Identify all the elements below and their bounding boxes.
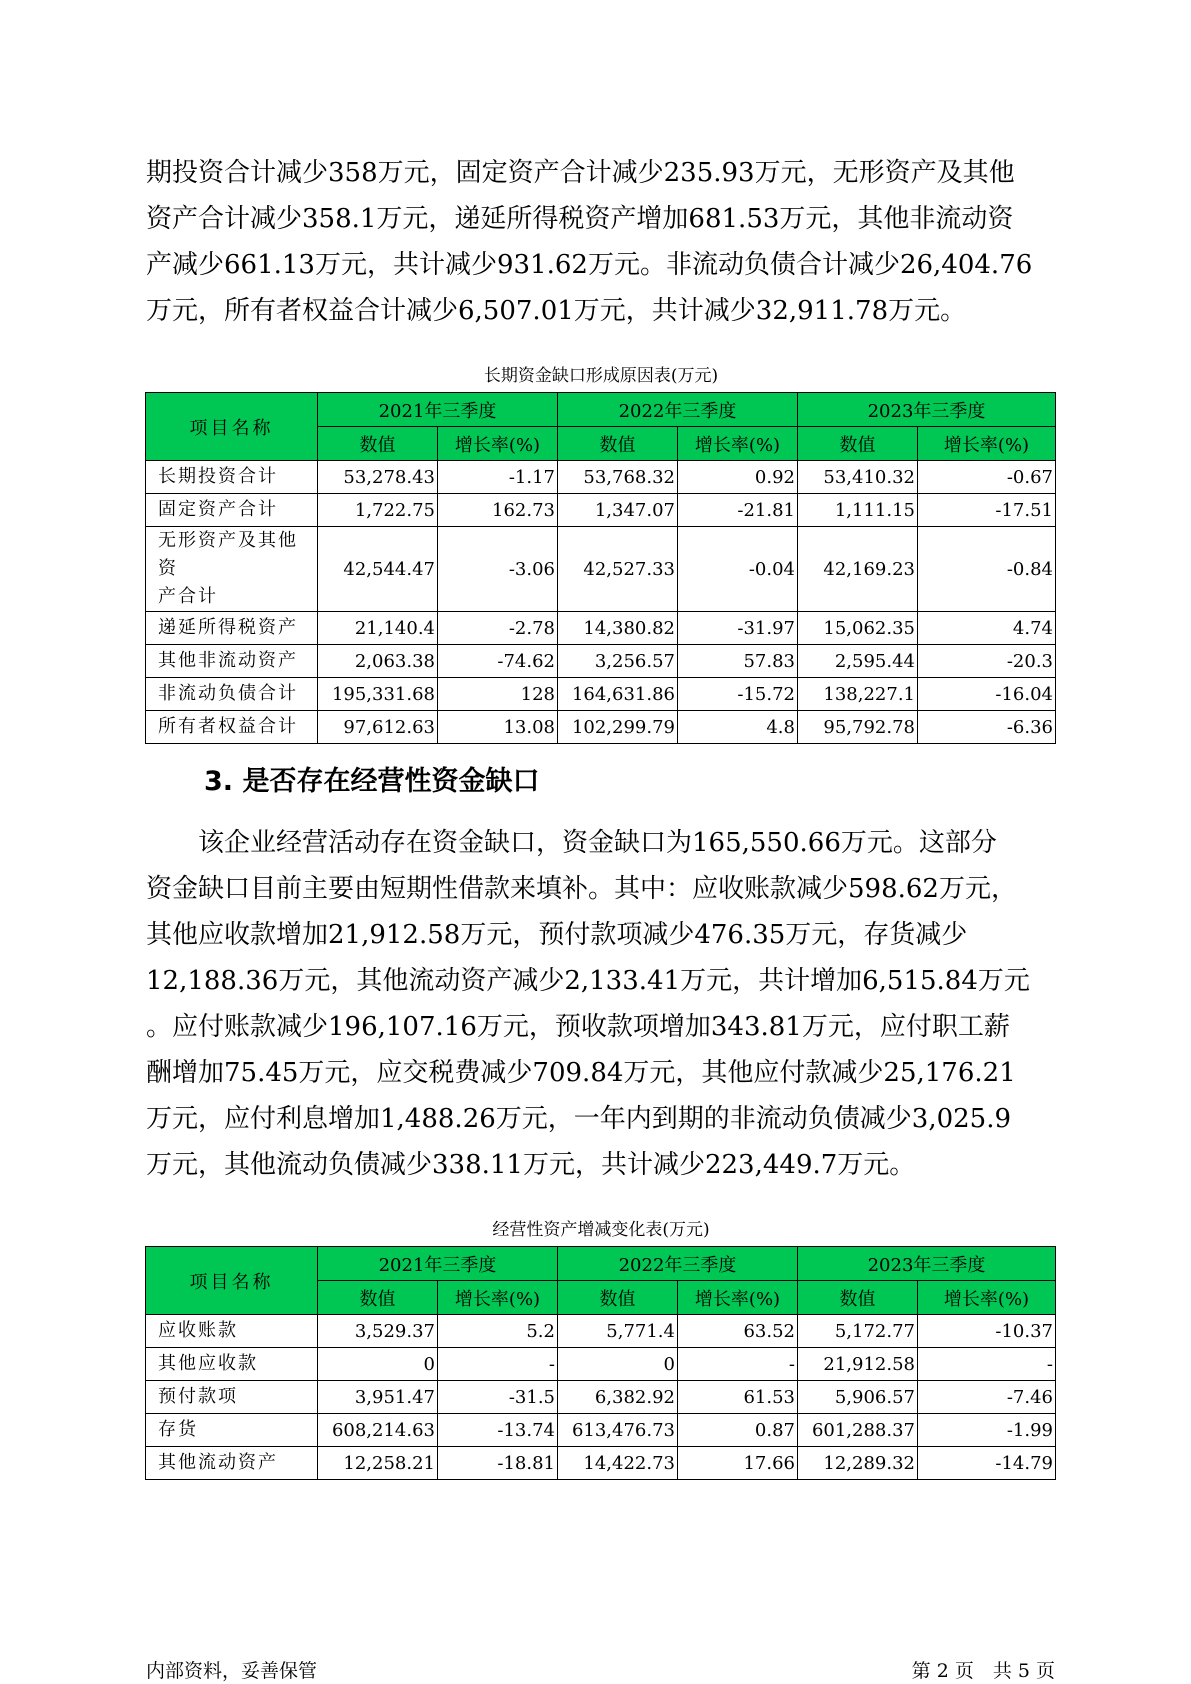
table-cell: 14,380.82 (558, 612, 678, 645)
table-cell: - (918, 1348, 1056, 1381)
table-cell: 5,172.77 (798, 1315, 918, 1348)
paragraph-line: 万元，所有者权益合计减少6,507.01万元，共计减少32,911.78万元。 (146, 296, 967, 326)
table-cell: 61.53 (678, 1381, 798, 1414)
table-row (146, 711, 1056, 744)
table-cell: 195,331.68 (318, 678, 438, 711)
table-cell: -10.37 (918, 1315, 1056, 1348)
table-cell: 608,214.63 (318, 1414, 438, 1447)
table-cell: 14,422.73 (558, 1447, 678, 1480)
row-label: 长期投资合计 (146, 461, 318, 494)
row-label-line: 产合计 (158, 586, 218, 607)
table-cell: -7.46 (918, 1381, 1056, 1414)
table1-caption: 长期资金缺口形成原因表(万元) (483, 366, 719, 386)
table-cell: 15,062.35 (798, 612, 918, 645)
table-cell: 162.73 (438, 494, 558, 527)
table-cell: -2.78 (438, 612, 558, 645)
table-cell: 53,768.32 (558, 461, 678, 494)
column-header-period: 2022年三季度 (558, 1247, 798, 1281)
table-cell: 2,595.44 (798, 645, 918, 678)
table-cell: -0.84 (918, 527, 1056, 612)
paragraph-line: 该企业经营活动存在资金缺口，资金缺口为165,550.66万元。这部分 (146, 828, 997, 858)
row-label: 其他应收款 (146, 1348, 318, 1381)
table-cell: 3,256.57 (558, 645, 678, 678)
table-cell: 0.87 (678, 1414, 798, 1447)
table-cell: 42,527.33 (558, 527, 678, 612)
column-header-rate: 增长率(%) (918, 1281, 1056, 1315)
column-header-rate: 增长率(%) (438, 427, 558, 461)
table-row (146, 645, 1056, 678)
paragraph-line: 万元，其他流动负债减少338.11万元，共计减少223,449.7万元。 (146, 1150, 916, 1180)
table2-caption: 经营性资产增减变化表(万元) (492, 1220, 710, 1240)
table-cell: -18.81 (438, 1447, 558, 1480)
row-label: 其他流动资产 (146, 1447, 318, 1480)
table-cell: 164,631.86 (558, 678, 678, 711)
column-header-item-name: 项目名称 (146, 1247, 318, 1315)
table-cell: -20.3 (918, 645, 1056, 678)
table-cell: 4.74 (918, 612, 1056, 645)
table-row (146, 1315, 1056, 1348)
row-label: 固定资产合计 (146, 494, 318, 527)
column-header-rate: 增长率(%) (438, 1281, 558, 1315)
operating-assets-change-table (145, 1246, 1056, 1480)
table-cell: 138,227.1 (798, 678, 918, 711)
table-cell: -3.06 (438, 527, 558, 612)
table-cell: 0 (558, 1348, 678, 1381)
table-cell: 95,792.78 (798, 711, 918, 744)
table-row (146, 678, 1056, 711)
table-cell: 12,289.32 (798, 1447, 918, 1480)
table-cell: -15.72 (678, 678, 798, 711)
paragraph-line: 12,188.36万元，其他流动资产减少2,133.41万元，共计增加6,515.84万元 (146, 966, 1030, 996)
table-row (146, 461, 1056, 494)
table-cell: 42,544.47 (318, 527, 438, 612)
column-header-period: 2022年三季度 (558, 393, 798, 427)
table-cell: 21,140.4 (318, 612, 438, 645)
column-header-value: 数值 (798, 1281, 918, 1315)
paragraph-line: 。应付账款减少196,107.16万元，预收款项增加343.81万元，应付职工薪 (146, 1012, 1010, 1042)
table-cell: 12,258.21 (318, 1447, 438, 1480)
column-header-item-name: 项目名称 (146, 393, 318, 461)
table-cell: -0.67 (918, 461, 1056, 494)
row-label: 应收账款 (146, 1315, 318, 1348)
table-cell: -1.17 (438, 461, 558, 494)
table-row (146, 612, 1056, 645)
table-cell: 5.2 (438, 1315, 558, 1348)
row-label: 存货 (146, 1414, 318, 1447)
table-row (146, 494, 1056, 527)
table-cell: 53,410.32 (798, 461, 918, 494)
table-cell: 601,288.37 (798, 1414, 918, 1447)
table-cell: 5,771.4 (558, 1315, 678, 1348)
table-row (146, 1348, 1056, 1381)
table-cell: 1,347.07 (558, 494, 678, 527)
table-cell: 128 (438, 678, 558, 711)
table-cell: 4.8 (678, 711, 798, 744)
table-cell: - (678, 1348, 798, 1381)
table-cell: -31.97 (678, 612, 798, 645)
paragraph-line: 其他应收款增加21,912.58万元，预付款项减少476.35万元，存货减少 (146, 920, 968, 950)
table-cell: 2,063.38 (318, 645, 438, 678)
table-cell: 1,722.75 (318, 494, 438, 527)
row-label (146, 527, 318, 612)
table-cell: 13.08 (438, 711, 558, 744)
table-cell: 0.92 (678, 461, 798, 494)
paragraph-line: 万元，应付利息增加1,488.26万元，一年内到期的非流动负债减少3,025.9 (146, 1104, 1012, 1134)
table-cell: 63.52 (678, 1315, 798, 1348)
table-row (146, 527, 1056, 612)
table-cell: 1,111.15 (798, 494, 918, 527)
table-cell: -17.51 (918, 494, 1056, 527)
column-header-period: 2021年三季度 (318, 1247, 558, 1281)
table-cell: 3,951.47 (318, 1381, 438, 1414)
table-cell: 6,382.92 (558, 1381, 678, 1414)
table-cell: 0 (318, 1348, 438, 1381)
intro-paragraph (146, 150, 1056, 334)
page-number: 第 2 页 共 5 页 (911, 1660, 1055, 1682)
paragraph-line: 期投资合计减少358万元，固定资产合计减少235.93万元，无形资产及其他 (146, 158, 1015, 188)
column-header-value: 数值 (558, 1281, 678, 1315)
column-header-period: 2023年三季度 (798, 393, 1056, 427)
row-label: 非流动负债合计 (146, 678, 318, 711)
paragraph-line: 产减少661.13万元，共计减少931.62万元。非流动负债合计减少26,404.76 (146, 250, 1033, 280)
column-header-value: 数值 (798, 427, 918, 461)
table-cell: -0.04 (678, 527, 798, 612)
row-label: 其他非流动资产 (146, 645, 318, 678)
table-cell: -31.5 (438, 1381, 558, 1414)
column-header-rate: 增长率(%) (678, 1281, 798, 1315)
column-header-value: 数值 (318, 427, 438, 461)
table-cell: 17.66 (678, 1447, 798, 1480)
table-cell: -74.62 (438, 645, 558, 678)
column-header-rate: 增长率(%) (918, 427, 1056, 461)
paragraph-line: 资产合计减少358.1万元，递延所得税资产增加681.53万元，其他非流动资 (146, 204, 1014, 234)
table-cell: -6.36 (918, 711, 1056, 744)
table-row (146, 1447, 1056, 1480)
long-term-funding-gap-table (145, 392, 1056, 744)
table-cell: -13.74 (438, 1414, 558, 1447)
table-row (146, 1414, 1056, 1447)
table-cell: 5,906.57 (798, 1381, 918, 1414)
column-header-value: 数值 (558, 427, 678, 461)
table-cell: -16.04 (918, 678, 1056, 711)
paragraph-line: 酬增加75.45万元，应交税费减少709.84万元，其他应付款减少25,176.21 (146, 1058, 1016, 1088)
column-header-value: 数值 (318, 1281, 438, 1315)
row-label: 预付款项 (146, 1381, 318, 1414)
table-cell: 102,299.79 (558, 711, 678, 744)
table-cell: -21.81 (678, 494, 798, 527)
column-header-rate: 增长率(%) (678, 427, 798, 461)
table-cell: 21,912.58 (798, 1348, 918, 1381)
table-cell: - (438, 1348, 558, 1381)
row-label: 递延所得税资产 (146, 612, 318, 645)
table-cell: 3,529.37 (318, 1315, 438, 1348)
table-cell: -14.79 (918, 1447, 1056, 1480)
column-header-period: 2023年三季度 (798, 1247, 1056, 1281)
table-cell: 613,476.73 (558, 1414, 678, 1447)
table-cell: 53,278.43 (318, 461, 438, 494)
table-cell: 97,612.63 (318, 711, 438, 744)
operating-gap-paragraph (146, 820, 1056, 1188)
section-heading: 3. 是否存在经营性资金缺口 (204, 766, 540, 797)
row-label-line: 无形资产及其他资 (158, 530, 298, 579)
table-cell: 57.83 (678, 645, 798, 678)
row-label: 所有者权益合计 (146, 711, 318, 744)
paragraph-line: 资金缺口目前主要由短期性借款来填补。其中：应收账款减少598.62万元， (146, 874, 1017, 904)
column-header-period: 2021年三季度 (318, 393, 558, 427)
table-cell: -1.99 (918, 1414, 1056, 1447)
table-row (146, 1381, 1056, 1414)
table-cell: 42,169.23 (798, 527, 918, 612)
footer-confidential-note: 内部资料，妥善保管 (146, 1660, 318, 1682)
